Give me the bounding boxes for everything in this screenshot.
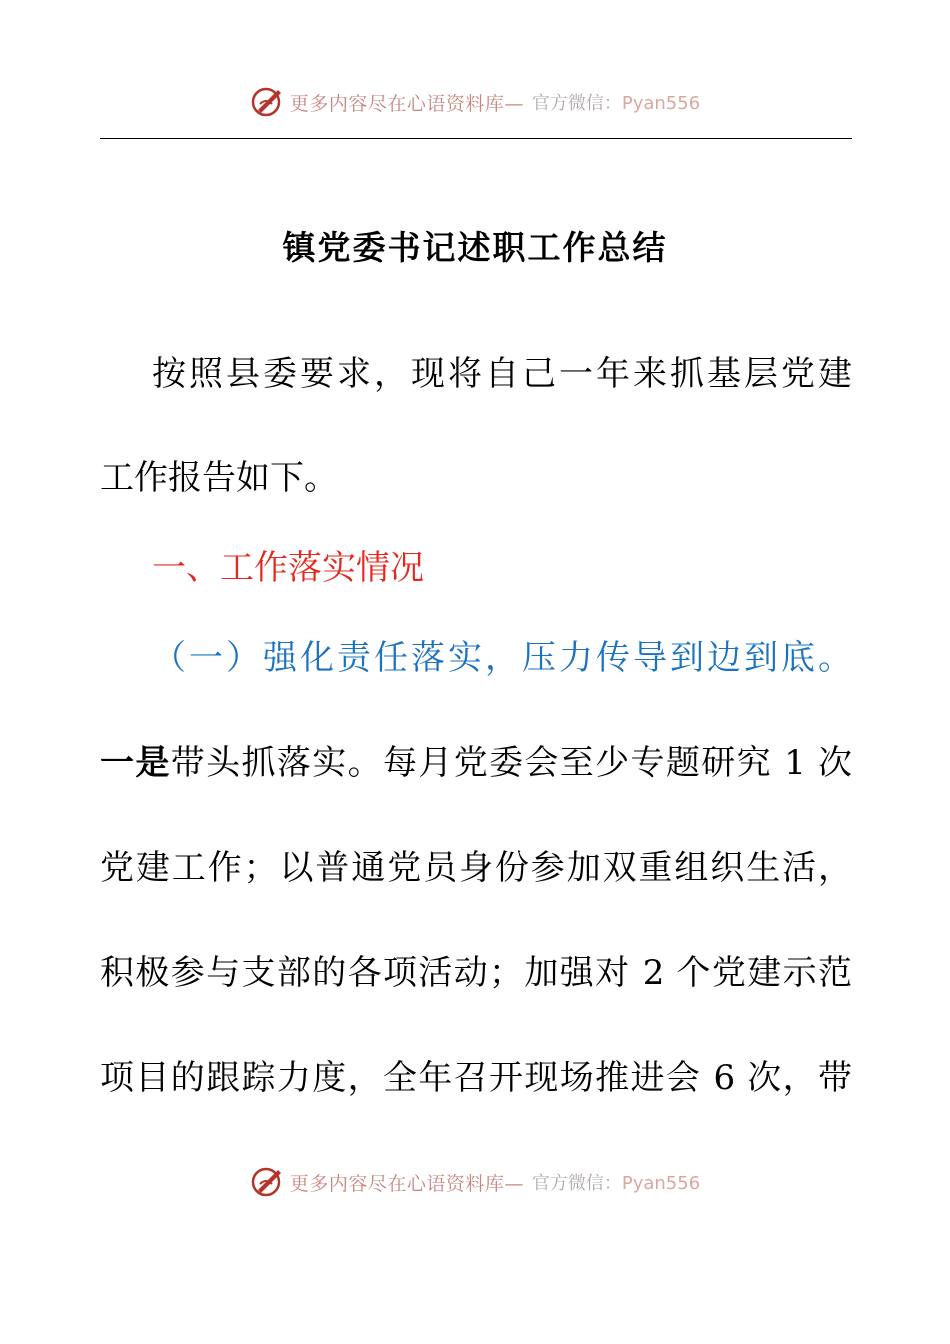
wechat-label: 官方微信： [531,1173,622,1194]
header-banner [0,82,950,122]
logo-icon [250,1164,286,1200]
banner-text: 更多内容尽在心语资料库— [289,1172,524,1195]
item1-line-1 [100,735,852,784]
subsection-heading: （一）强化责任落实，压力传导到边到底。 [152,638,852,678]
wechat-info [532,89,700,115]
banner-text: 更多内容尽在心语资料库— [289,92,524,115]
document-title: 镇党委书记述职工作总结 [282,228,668,267]
item1-line-3: 积极参与支部的各项活动；加强对 2 个党建示范 [100,953,852,993]
footer-banner [0,1162,950,1202]
item1-line-4: 项目的跟踪力度，全年召开现场推进会 6 次，带 [100,1058,852,1098]
wechat-id: Pyan556 [621,1173,701,1194]
intro-line-1: 按照县委要求，现将自己一年来抓基层党建 [152,354,852,394]
intro-line-2: 工作报告如下。 [100,458,338,498]
section-heading: 一、工作落实情况 [152,548,424,588]
item1-line-2: 党建工作；以普通党员身份参加双重组织生活， [100,848,852,888]
item1-line-1-text: 带头抓落实。每月党委会至少专题研究 1 次 [170,743,853,783]
wechat-info [532,1169,700,1195]
item1-lead: 一是 [100,743,171,783]
wechat-label: 官方微信： [531,93,622,114]
wechat-id: Pyan556 [621,93,701,114]
header-rule [100,138,852,139]
logo-icon [250,84,286,120]
